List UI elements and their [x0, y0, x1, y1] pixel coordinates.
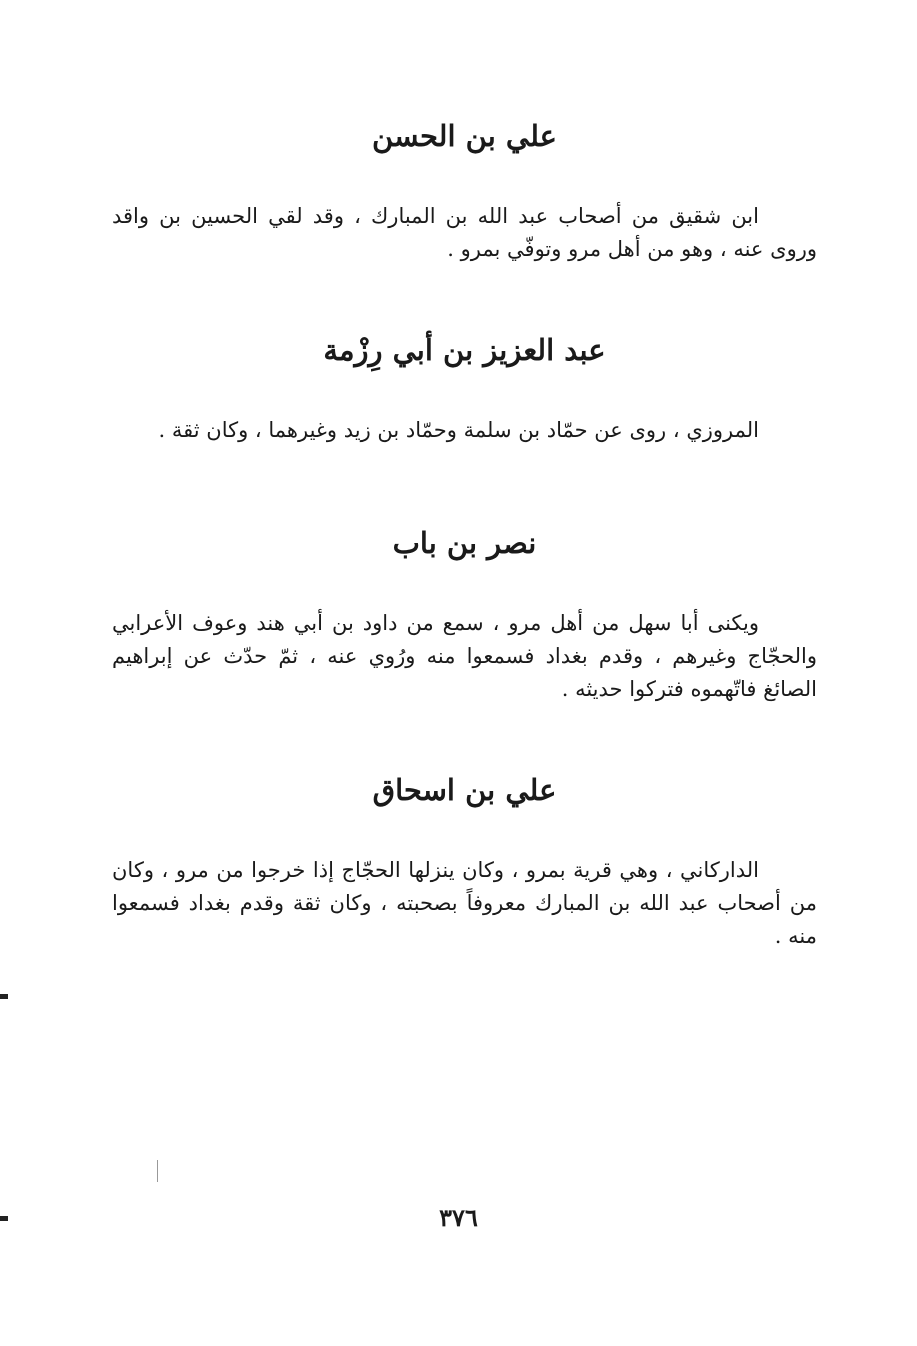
entry-title-4: علي بن اسحاق: [372, 773, 557, 807]
scan-edge-mark: [0, 1216, 8, 1221]
entry-body-2: المروزي ، روى عن حمّاد بن سلمة وحمّاد بن زيد وغيرهما ، وكان ثقة .: [158, 418, 759, 442]
scan-edge-mark: [0, 994, 8, 999]
page-content: [112, 112, 817, 953]
entry-body-4: الداركاني ، وهي قرية بمرو ، وكان ينزلها الحجّاج إذا خرجوا من مرو ، وكان من أصحاب عبد الله بن المبارك معروفاً بصحبته ، وكان ثقة وقدم بغداد فسمعوا منه .: [112, 858, 817, 948]
entry-title-3: نصر بن باب: [392, 526, 537, 560]
entry-title-1: علي بن الحسن: [372, 119, 557, 153]
entry-title-2: عبد العزيز بن أبي رِزْمة: [323, 333, 606, 367]
entry-body-1: ابن شقيق من أصحاب عبد الله بن المبارك ، وقد لقي الحسين بن واقد وروى عنه ، وهو من أهل مرو وتوفّي بمرو .: [112, 204, 817, 261]
page-number: ٣٧٦: [439, 1203, 478, 1232]
entry-body-3: ويكنى أبا سهل من أهل مرو ، سمع من داود بن أبي هند وعوف الأعرابي والحجّاج وغيرهم ، وقدم بغداد فسمعوا منه ورُوي عنه ، ثمّ حدّث عن إبراهيم الصائغ فاتّهموه فتركوا حديثه .: [112, 611, 817, 701]
scan-stray-line: [157, 1160, 158, 1182]
